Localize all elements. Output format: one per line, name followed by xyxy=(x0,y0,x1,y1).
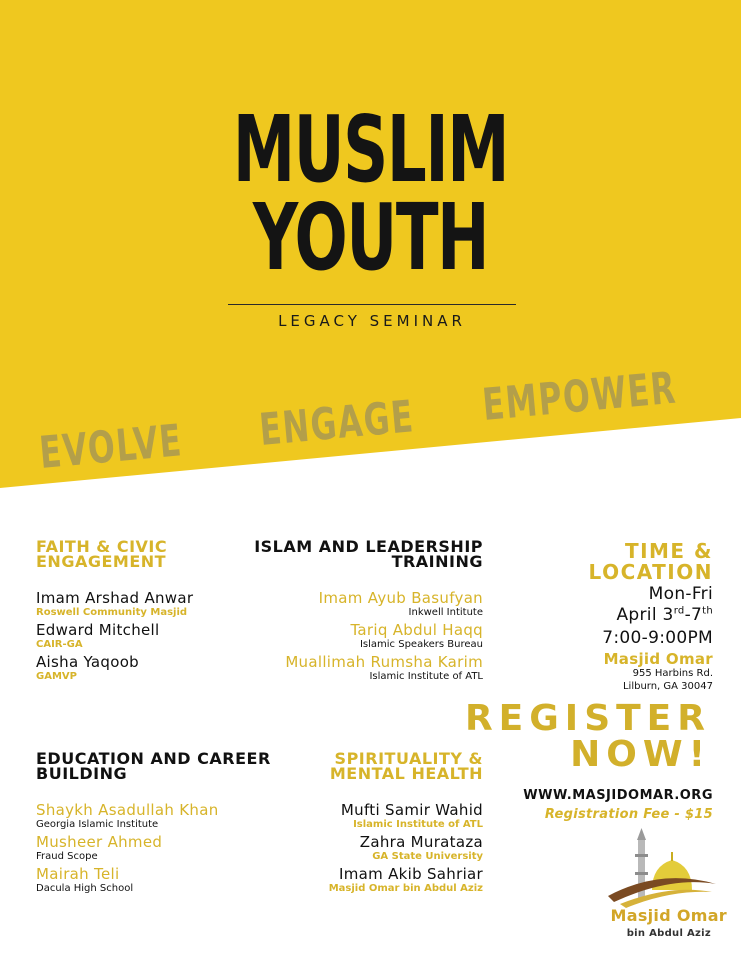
logo-subname: bin Abdul Aziz xyxy=(626,928,711,939)
speaker-name: Aisha Yaqoob xyxy=(36,653,139,671)
website-link[interactable]: WWW.MASJIDOMAR.ORG xyxy=(523,788,713,803)
speaker-org: Georgia Islamic Institute xyxy=(36,819,159,830)
title-divider xyxy=(228,304,516,305)
faith-heading-line2: ENGAGEMENT xyxy=(36,552,167,571)
register-line1: REGISTER xyxy=(464,698,711,739)
event-time: 7:00-9:00PM xyxy=(602,628,713,648)
speaker-org: Fraud Scope xyxy=(36,851,98,862)
leadership-heading-line2: TRAINING xyxy=(391,552,483,571)
speaker-org: GAMVP xyxy=(36,671,77,682)
speaker-org: CAIR-GA xyxy=(36,639,83,650)
education-heading-line2: BUILDING xyxy=(36,764,128,783)
speaker-name: Tariq Abdul Haqq xyxy=(350,621,483,639)
mosque-dome-minaret-icon xyxy=(600,828,720,908)
date-start: April 3 xyxy=(616,605,674,625)
time-heading-line2: LOCATION xyxy=(588,560,713,584)
title-line-2: YOUTH xyxy=(252,184,489,291)
date-end-suffix: th xyxy=(702,605,713,617)
speaker-name: Imam Arshad Anwar xyxy=(36,589,194,607)
faith-heading xyxy=(36,539,167,569)
venue-name: Masjid Omar xyxy=(603,650,713,668)
speaker-name: Muallimah Rumsha Karim xyxy=(285,653,483,671)
education-heading-line1: EDUCATION AND CAREER xyxy=(36,749,271,768)
speaker-name: Shaykh Asadullah Khan xyxy=(36,801,219,819)
speaker-org: Masjid Omar bin Abdul Aziz xyxy=(328,883,483,894)
education-heading xyxy=(36,751,271,781)
faith-heading-line1: FAITH & CIVIC xyxy=(36,537,168,556)
venue-address-line1: 955 Harbins Rd. xyxy=(632,668,713,679)
speaker-name: Edward Mitchell xyxy=(36,621,160,639)
speaker-name: Imam Akib Sahriar xyxy=(338,865,483,883)
speaker-org: Islamic Institute of ATL xyxy=(369,671,483,682)
speaker-org: Islamic Speakers Bureau xyxy=(359,639,483,650)
title-line-1: MUSLIM xyxy=(232,96,509,203)
event-days: Mon-Fri xyxy=(648,584,713,604)
date-end: -7 xyxy=(684,605,703,625)
event-dates xyxy=(617,605,714,625)
speaker-org: Roswell Community Masjid xyxy=(36,607,188,618)
spirituality-heading xyxy=(330,751,483,781)
speaker-org: GA State University xyxy=(372,851,483,862)
slogan-engage: ENGAGE xyxy=(257,391,417,456)
logo-name: Masjid Omar xyxy=(610,906,727,925)
spirituality-heading-line1: SPIRITUALITY & xyxy=(334,749,483,768)
time-heading-line1: TIME & xyxy=(624,539,713,563)
leadership-heading-line1: ISLAM AND LEADERSHIP xyxy=(254,537,483,556)
venue-address-line2: Lilburn, GA 30047 xyxy=(622,681,713,692)
slogan-empower: EMPOWER xyxy=(480,362,679,431)
register-line2: NOW! xyxy=(570,734,711,775)
speaker-name: Imam Ayub Basufyan xyxy=(318,589,483,607)
speaker-org: Inkwell Intitute xyxy=(408,607,483,618)
leadership-heading xyxy=(254,539,483,569)
speaker-org: Dacula High School xyxy=(36,883,134,894)
registration-fee: Registration Fee - $15 xyxy=(544,807,713,822)
spirituality-heading-line2: MENTAL HEALTH xyxy=(329,764,483,783)
speaker-name: Zahra Murataza xyxy=(359,833,483,851)
speaker-name: Musheer Ahmed xyxy=(36,833,163,851)
date-start-suffix: rd xyxy=(673,605,685,617)
speaker-name: Mufti Samir Wahid xyxy=(340,801,483,819)
speaker-name: Mairah Teli xyxy=(36,865,120,883)
time-location-heading xyxy=(589,541,713,583)
slogan-evolve: EVOLVE xyxy=(37,415,185,479)
speaker-org: Islamic Institute of ATL xyxy=(353,819,483,830)
subtitle: LEGACY SEMINAR xyxy=(278,312,466,330)
